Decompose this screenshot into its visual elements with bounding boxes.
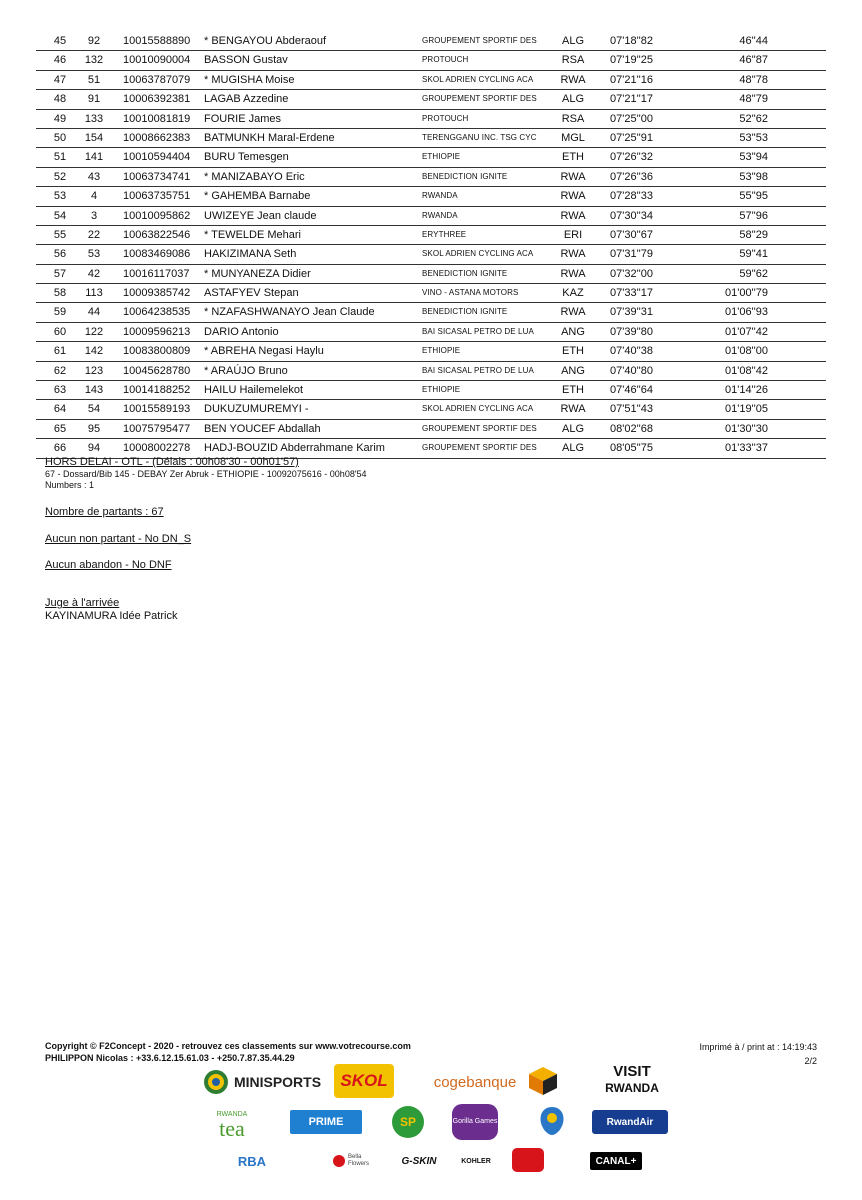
uci-id-cell: 10015588890: [123, 35, 191, 47]
time-cell: 07'33''17: [610, 287, 654, 300]
uci-id-cell: 10016117037: [123, 267, 190, 280]
uci-id-cell: 10010090004: [123, 54, 191, 67]
rank-cell: 66: [53, 442, 67, 455]
bib-cell: 3: [90, 209, 98, 222]
rank-cell: 58: [53, 287, 67, 300]
team-cell: VINO - ASTANA MOTORS: [422, 288, 519, 298]
result-row: [36, 323, 826, 342]
time-cell: 07'18''82: [610, 35, 654, 47]
bib-cell: 141: [84, 151, 104, 164]
rank-cell: 59: [53, 306, 67, 319]
time-cell: 07'51''43: [610, 403, 654, 416]
result-row: [36, 71, 826, 90]
gap-cell: 01'14''26: [724, 384, 768, 397]
uci-id-cell: 10015589193: [123, 403, 191, 416]
country-cell: RSA: [561, 112, 585, 125]
country-cell: ANG: [561, 364, 585, 377]
bib-cell: 95: [87, 422, 101, 435]
result-row: [36, 226, 826, 245]
team-cell: GROUPEMENT SPORTIF DES: [422, 423, 537, 433]
hors-delai-detail: 67 - Dossard/Bib 145 - DEBAY Zer Abruk - ETHIOPIE - 10092075616 - 00h08'54: [45, 469, 367, 479]
team-cell: SKOL ADRIEN CYCLING ACA: [422, 249, 534, 259]
gap-cell: 01'07''42: [724, 325, 768, 338]
country-cell: ETH: [562, 384, 584, 397]
rider-name-cell: HAILU Hailemelekot: [204, 384, 304, 397]
team-cell: SKOL ADRIEN CYCLING ACA: [422, 404, 534, 414]
country-cell: RWA: [560, 73, 586, 86]
result-row: [36, 90, 826, 109]
bib-cell: 44: [87, 306, 101, 319]
rank-cell: 48: [53, 93, 67, 106]
bib-cell: 143: [84, 384, 104, 397]
country-cell: ERI: [563, 228, 583, 241]
time-cell: 07'32''00: [610, 267, 654, 280]
uci-id-cell: 10006392381: [123, 93, 191, 106]
bib-cell: 92: [87, 35, 101, 47]
uci-id-cell: 10009385742: [123, 287, 191, 300]
gap-cell: 01'33''37: [724, 442, 768, 455]
rank-cell: 63: [53, 384, 67, 397]
bib-cell: 133: [84, 112, 104, 125]
uci-id-cell: 10063735751: [123, 190, 191, 203]
rider-name-cell: * ABREHA Negasi Haylu: [204, 345, 324, 358]
bib-cell: 4: [90, 190, 98, 203]
team-cell: ETHIOPIE: [422, 385, 461, 395]
gap-cell: 59''62: [739, 267, 768, 280]
country-cell: RWA: [560, 267, 586, 280]
crane-emblem-icon: [536, 1104, 568, 1138]
rider-name-cell: DARIO Antonio: [204, 325, 279, 338]
rider-name-cell: BURU Temesgen: [204, 151, 289, 164]
rider-name-cell: DUKUZUMUREMYI -: [204, 403, 309, 416]
gap-cell: 53''98: [739, 170, 768, 183]
country-cell: KAZ: [562, 287, 584, 300]
country-cell: ETH: [562, 345, 584, 358]
rider-name-cell: ASTAFYEV Stepan: [204, 287, 299, 300]
rba-logo: RBA: [237, 1153, 267, 1169]
result-row: [36, 303, 826, 322]
time-cell: 07'25''00: [610, 112, 654, 125]
rank-cell: 55: [53, 228, 67, 241]
time-cell: 07'31''79: [610, 248, 654, 261]
bib-cell: 94: [87, 442, 101, 455]
visit-rwanda-logo: VISIT RWANDA: [605, 1063, 659, 1095]
gap-cell: 01'06''93: [724, 306, 768, 319]
uci-id-cell: 10063822546: [123, 228, 191, 241]
result-row: [36, 129, 826, 148]
country-cell: ALG: [561, 35, 584, 47]
gap-cell: 01'30''30: [724, 422, 768, 435]
team-cell: GROUPEMENT SPORTIF DES: [422, 36, 537, 45]
country-cell: RWA: [560, 248, 586, 261]
result-row: [36, 362, 826, 381]
rank-cell: 65: [53, 422, 67, 435]
rider-name-cell: BATMUNKH Maral-Erdene: [204, 131, 335, 144]
team-cell: BAI SICASAL PETRO DE LUA: [422, 365, 534, 375]
bib-cell: 54: [87, 403, 101, 416]
rank-cell: 64: [53, 403, 67, 416]
country-cell: ALG: [561, 93, 584, 106]
uci-id-cell: 10014188252: [123, 384, 191, 397]
bella-flowers-logo: Bella Flowers: [330, 1148, 374, 1174]
rank-cell: 47: [53, 73, 67, 86]
uci-id-cell: 10008002278: [123, 442, 191, 455]
result-row: [36, 265, 826, 284]
bib-cell: 42: [87, 267, 101, 280]
team-cell: GROUPEMENT SPORTIF DES: [422, 94, 537, 104]
bib-cell: 132: [84, 54, 104, 67]
rank-cell: 51: [53, 151, 67, 164]
coca-logo-badge: [512, 1148, 544, 1172]
bib-cell: 43: [87, 170, 101, 183]
time-cell: 08'02''68: [610, 422, 654, 435]
rider-name-cell: LAGAB Azzedine: [204, 93, 289, 106]
result-row: [36, 148, 826, 167]
result-row: [36, 32, 826, 51]
minisports-emblem-icon: [203, 1069, 229, 1095]
rank-cell: 60: [53, 325, 67, 338]
time-cell: 07'46''64: [610, 384, 654, 397]
judge-label: Juge à l'arrivée: [45, 597, 120, 609]
rider-name-cell: * MUGISHA Moise: [204, 73, 295, 86]
time-cell: 07'39''80: [610, 325, 654, 338]
gap-cell: 48''78: [739, 73, 768, 86]
time-cell: 07'26''36: [610, 170, 654, 183]
time-cell: 07'21''17: [610, 93, 654, 106]
result-row: [36, 168, 826, 187]
uci-id-cell: 10010095862: [123, 209, 191, 222]
uci-id-cell: 10063734741: [123, 170, 191, 183]
rider-name-cell: * MANIZABAYO Eric: [204, 170, 305, 183]
result-row: [36, 420, 826, 439]
rank-cell: 56: [53, 248, 67, 261]
team-cell: BENEDICTION IGNITE: [422, 307, 508, 317]
hors-delai-numbers: Numbers : 1: [45, 480, 95, 490]
team-cell: PROTOUCH: [422, 113, 469, 123]
bib-cell: 142: [84, 345, 104, 358]
gap-cell: 01'08''00: [724, 345, 768, 358]
cogebanque-logo: cogebanque: [433, 1073, 517, 1091]
uci-id-cell: 10064238535: [123, 306, 191, 319]
rank-cell: 52: [53, 170, 67, 183]
country-cell: RSA: [561, 54, 585, 67]
uci-id-cell: 10008662383: [123, 131, 191, 144]
rider-name-cell: * GAHEMBA Barnabe: [204, 190, 311, 203]
team-cell: ETHIOPIE: [422, 346, 461, 356]
page-number: 2/2: [804, 1056, 817, 1066]
uci-id-cell: 10009596213: [123, 325, 191, 338]
time-cell: 07'30''67: [610, 228, 654, 241]
bib-cell: 53: [87, 248, 101, 261]
rider-name-cell: * ARAÚJO Bruno: [204, 364, 288, 377]
uci-id-cell: 10075795477: [123, 422, 191, 435]
results-table: [36, 32, 826, 459]
minisports-logo: MINISPORTS: [198, 1067, 326, 1097]
abandon-note: Aucun abandon - No DNF: [45, 559, 172, 571]
time-cell: 07'19''25: [610, 54, 654, 67]
gap-cell: 59''41: [739, 248, 768, 261]
team-cell: RWANDA: [422, 191, 458, 201]
result-row: [36, 207, 826, 226]
team-cell: ERYTHREE: [422, 229, 467, 239]
country-cell: MGL: [561, 131, 585, 144]
rider-name-cell: * NZAFASHWANAYO Jean Claude: [204, 306, 375, 319]
prime-insurance-logo: PRIME: [290, 1110, 362, 1134]
rank-cell: 53: [53, 190, 67, 203]
bib-cell: 123: [84, 364, 104, 377]
result-row: [36, 381, 826, 400]
team-cell: BENEDICTION IGNITE: [422, 171, 508, 181]
rider-name-cell: HAKIZIMANA Seth: [204, 248, 297, 261]
uci-id-cell: 10010594404: [123, 151, 191, 164]
team-cell: ETHIOPIE: [422, 152, 461, 162]
cogebanque-cube-icon: [526, 1064, 560, 1098]
team-cell: RWANDA: [422, 210, 458, 220]
country-cell: ALG: [561, 422, 584, 435]
g-skin-logo: G-SKIN: [401, 1155, 437, 1167]
gap-cell: 01'00''79: [724, 287, 768, 300]
gap-cell: 46''44: [739, 35, 768, 47]
gap-cell: 53''53: [739, 131, 768, 144]
team-cell: PROTOUCH: [422, 55, 469, 65]
team-cell: SKOL ADRIEN CYCLING ACA: [422, 74, 534, 84]
gap-cell: 46''87: [739, 54, 768, 67]
canal-plus-logo: CANAL+: [590, 1152, 642, 1170]
footer-copyright-block: [45, 1040, 411, 1064]
country-cell: RWA: [560, 209, 586, 222]
country-cell: RWA: [560, 403, 586, 416]
uci-id-cell: 10063787079: [123, 73, 191, 86]
rider-name-cell: UWIZEYE Jean claude: [204, 209, 317, 222]
rwanda-tea-logo: RWANDA tea: [216, 1111, 248, 1141]
flower-icon: [332, 1154, 346, 1168]
time-cell: 07'40''80: [610, 364, 654, 377]
time-cell: 07'21''16: [610, 73, 654, 86]
rank-cell: 54: [53, 209, 67, 222]
hors-delai-heading: HORS DELAI - OTL - (Délais : 00h08'30 - 00h01'57): [45, 456, 299, 468]
result-row: [36, 284, 826, 303]
time-cell: 07'26''32: [610, 151, 654, 164]
uci-id-cell: 10010081819: [123, 112, 191, 125]
time-cell: 08'05''75: [610, 442, 654, 455]
rider-name-cell: BASSON Gustav: [204, 54, 288, 67]
team-cell: TERENGGANU INC. TSG CYC: [422, 132, 537, 142]
team-cell: BAI SICASAL PETRO DE LUA: [422, 326, 534, 336]
gorilla-games-logo: Gorilla Games: [452, 1104, 498, 1140]
time-cell: 07'28''33: [610, 190, 654, 203]
rank-cell: 57: [53, 267, 67, 280]
rank-cell: 61: [53, 345, 67, 358]
partants-count: Nombre de partants : 67: [45, 506, 164, 518]
rider-name-cell: * MUNYANEZA Didier: [204, 267, 311, 280]
bib-cell: 91: [87, 93, 101, 106]
gap-cell: 52''62: [739, 112, 768, 125]
rank-cell: 50: [53, 131, 67, 144]
time-cell: 07'30''34: [610, 209, 654, 222]
rank-cell: 49: [53, 112, 67, 125]
gap-cell: 48''79: [739, 93, 768, 106]
bib-cell: 51: [87, 73, 101, 86]
rider-name-cell: * TEWELDE Mehari: [204, 228, 301, 241]
country-cell: ALG: [561, 442, 584, 455]
time-cell: 07'39''31: [610, 306, 654, 319]
time-cell: 07'40''38: [610, 345, 654, 358]
rider-name-cell: FOURIE James: [204, 112, 282, 125]
gap-cell: 58''29: [739, 228, 768, 241]
rider-name-cell: BEN YOUCEF Abdallah: [204, 422, 321, 435]
team-cell: BENEDICTION IGNITE: [422, 268, 508, 278]
result-row: [36, 342, 826, 361]
rank-cell: 62: [53, 364, 67, 377]
uci-id-cell: 10045628780: [123, 364, 191, 377]
result-row: [36, 400, 826, 419]
country-cell: RWA: [560, 306, 586, 319]
rider-name-cell: HADJ-BOUZID Abderrahmane Karim: [204, 442, 385, 455]
rwandair-logo: RwandAir: [592, 1110, 668, 1134]
country-cell: RWA: [560, 190, 586, 203]
result-row: [36, 51, 826, 70]
result-row: [36, 187, 826, 206]
copyright-text: Copyright © F2Concept - 2020 - retrouvez ces classements sur www.votrecourse.com: [45, 1041, 411, 1051]
sp-logo: SP: [392, 1106, 424, 1138]
result-row: [36, 110, 826, 129]
country-cell: ANG: [561, 325, 585, 338]
country-cell: RWA: [560, 170, 586, 183]
skol-logo: SKOL: [334, 1064, 394, 1098]
bib-cell: 22: [87, 228, 101, 241]
non-partant-note: Aucun non partant - No DN_S: [45, 533, 192, 545]
time-cell: 07'25''91: [610, 131, 654, 144]
bib-cell: 154: [84, 131, 104, 144]
country-cell: ETH: [562, 151, 584, 164]
kohler-logo: KOHLER: [461, 1157, 491, 1165]
rank-cell: 45: [53, 35, 67, 47]
rider-name-cell: * BENGAYOU Abderaouf: [204, 35, 327, 47]
gap-cell: 55''95: [739, 190, 768, 203]
judge-name: KAYINAMURA Idée Patrick: [45, 610, 178, 622]
gap-cell: 57''96: [739, 209, 768, 222]
rank-cell: 46: [53, 54, 67, 67]
bib-cell: 113: [85, 287, 103, 300]
gap-cell: 01'08''42: [724, 364, 768, 377]
result-row: [36, 245, 826, 264]
uci-id-cell: 10083800809: [123, 345, 191, 358]
gap-cell: 53''94: [739, 151, 768, 164]
bib-cell: 122: [84, 325, 104, 338]
print-time: Imprimé à / print at : 14:19:43: [699, 1042, 817, 1052]
team-cell: GROUPEMENT SPORTIF DES: [422, 443, 537, 453]
uci-id-cell: 10083469086: [123, 248, 191, 261]
gap-cell: 01'19''05: [724, 403, 768, 416]
contact-text: PHILIPPON Nicolas : +33.6.12.15.61.03 - +250.7.87.35.44.29: [45, 1053, 295, 1063]
